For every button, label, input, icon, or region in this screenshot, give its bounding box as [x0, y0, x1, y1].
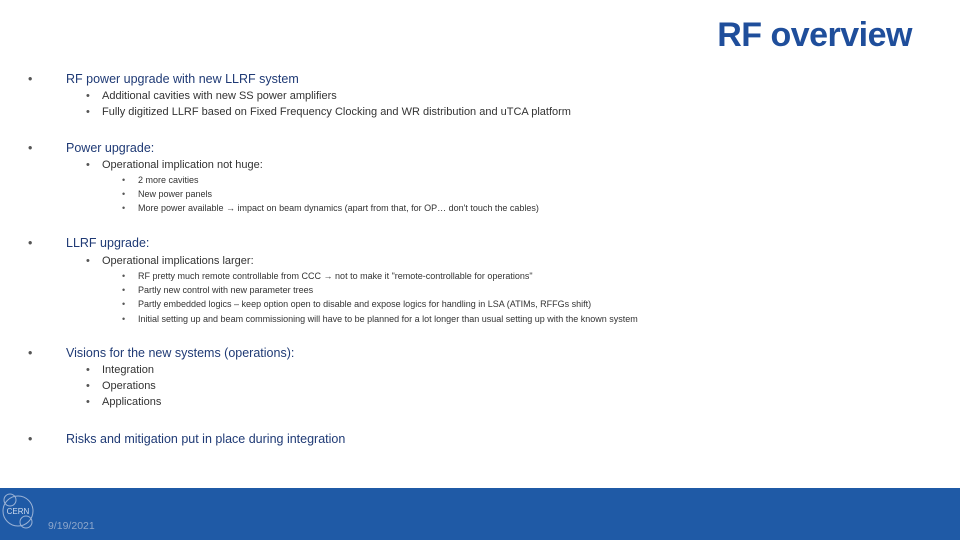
bullet-marker: •	[86, 255, 90, 267]
bullet-text: Integration	[102, 364, 154, 376]
bullet-marker: •	[122, 271, 126, 281]
bullet-marker: •	[86, 396, 90, 408]
bullet-text: Power upgrade:	[66, 141, 155, 155]
sub-bullet	[86, 364, 154, 376]
footer-date: 9/19/2021	[48, 520, 95, 532]
bullet-text: Fully digitized LLRF based on Fixed Frequency Clocking and WR distribution and uTCA platform	[102, 106, 571, 118]
sub-bullet	[86, 396, 161, 408]
bullet-text: Operational implication not huge:	[102, 159, 263, 171]
sub-sub-bullet	[122, 299, 591, 309]
bullet-text: Initial setting up and beam commissioning will have to be planned for a lot longer than usual setting up with the known system	[138, 314, 638, 324]
bullet-text: LLRF upgrade:	[66, 236, 150, 250]
sub-bullet	[86, 255, 254, 267]
bullet-text: New power panels	[138, 189, 213, 199]
bullet-llrf-upgrade	[28, 236, 149, 250]
bullet-text: Operations	[102, 380, 156, 392]
slide-title: RF overview	[717, 16, 912, 54]
sub-sub-bullet	[122, 285, 313, 295]
bullet-marker: •	[28, 141, 33, 155]
bullet-marker: •	[28, 72, 33, 86]
bullet-marker: •	[28, 346, 33, 360]
bullet-text: Operational implications larger:	[102, 255, 254, 267]
bullet-text: Partly new control with new parameter trees	[138, 285, 314, 295]
bullet-marker: •	[122, 175, 126, 185]
bullet-text: More power available → impact on beam dynamics (apart from that, for OP… don't touch the cables)	[138, 203, 539, 213]
bullet-text: Visions for the new systems (operations):	[66, 346, 295, 360]
cern-logo	[0, 488, 40, 534]
bullet-text: RF pretty much remote controllable from CCC → not to make it "remote-controllable for operations"	[138, 271, 533, 281]
bullet-text: Additional cavities with new SS power amplifiers	[102, 90, 337, 102]
sub-sub-bullet	[122, 203, 539, 213]
sub-bullet	[86, 90, 337, 102]
bullet-marker: •	[28, 432, 33, 446]
bullet-text: 2 more cavities	[138, 175, 199, 185]
sub-bullet	[86, 106, 571, 118]
bullet-marker: •	[86, 159, 90, 171]
bullet-marker: •	[86, 364, 90, 376]
logo-text: CERN	[6, 507, 30, 516]
bullet-marker: •	[122, 299, 126, 309]
bullet-text: Applications	[102, 396, 162, 408]
bullet-power-upgrade	[28, 141, 154, 155]
sub-bullet	[86, 159, 263, 171]
sub-sub-bullet	[122, 189, 212, 199]
bullet-marker: •	[86, 380, 90, 392]
bullet-marker: •	[86, 106, 90, 118]
bullet-text: RF power upgrade with new LLRF system	[66, 72, 299, 86]
bullet-text: Risks and mitigation put in place during integration	[66, 432, 346, 446]
bullet-marker: •	[122, 285, 126, 295]
sub-sub-bullet	[122, 271, 533, 281]
bullet-visions	[28, 346, 294, 360]
bullet-risks	[28, 432, 345, 446]
bullet-rf-power-upgrade	[28, 72, 299, 86]
sub-sub-bullet	[122, 314, 638, 324]
bullet-marker: •	[122, 314, 126, 324]
bullet-marker: •	[122, 189, 126, 199]
footer-bar	[0, 488, 960, 540]
sub-sub-bullet	[122, 175, 199, 185]
sub-bullet	[86, 380, 156, 392]
bullet-text: Partly embedded logics – keep option open to disable and expose logics for handling in LSA (ATIMs, RFFGs shift)	[138, 299, 592, 309]
bullet-marker: •	[28, 236, 33, 250]
bullet-marker: •	[86, 90, 90, 102]
bullet-marker: •	[122, 203, 126, 213]
